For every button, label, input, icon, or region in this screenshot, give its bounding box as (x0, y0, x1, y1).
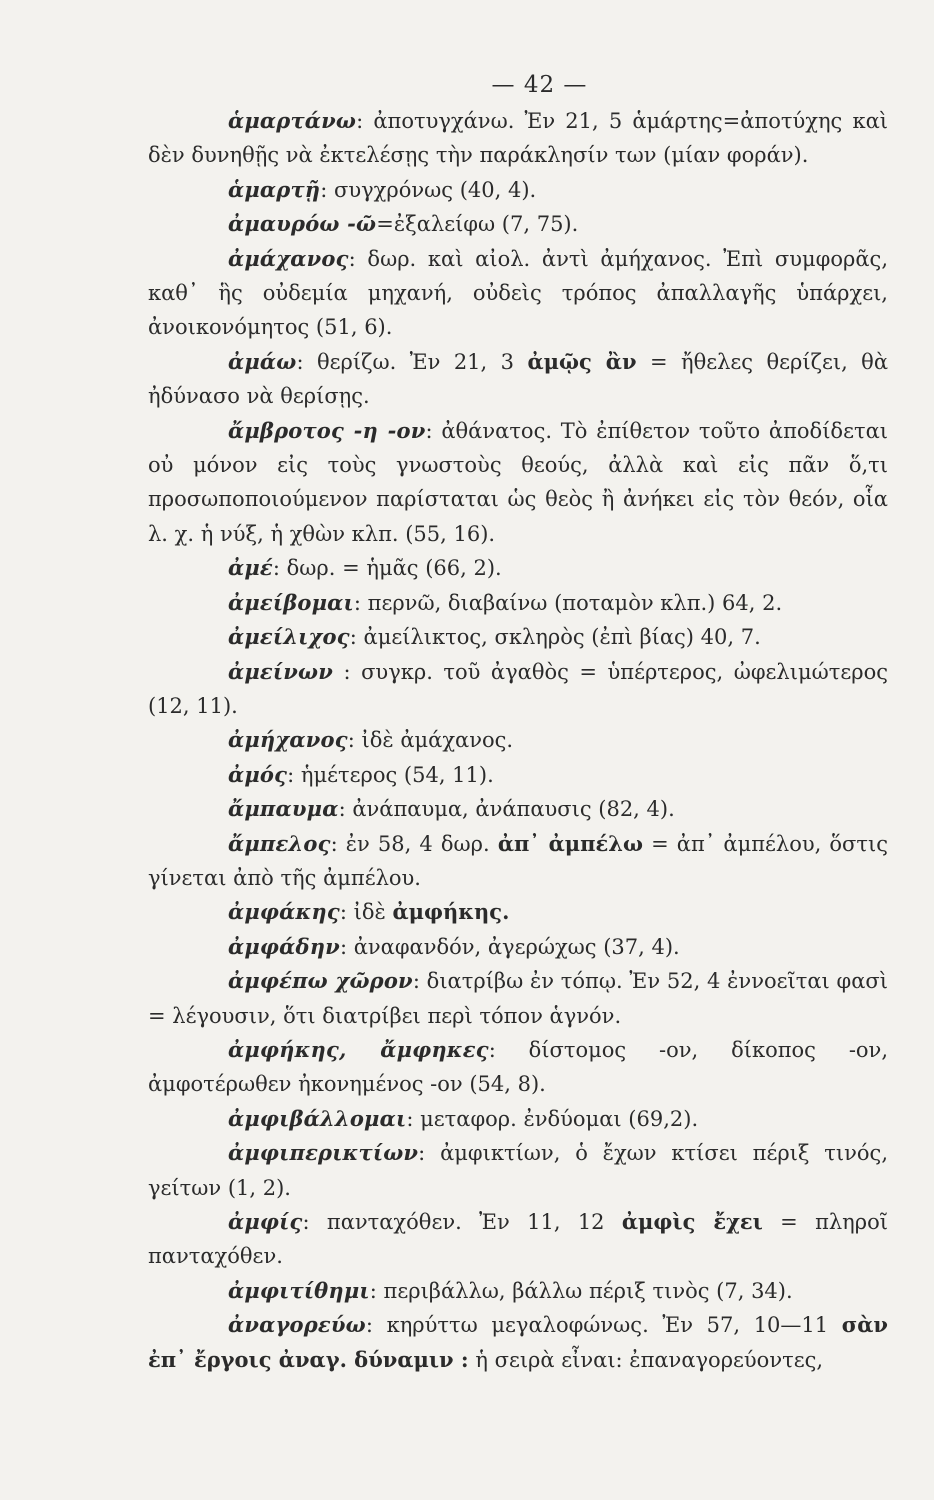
entry-definition: δωρ. καὶ αἰολ. ἀντὶ ἀμήχανος. Ἐπὶ συμφορᾶς, καθ᾽ ἣς οὐδεμία μηχανή, οὐδεὶς τρόπος ἀπαλλαγῆς ὑπάρχει, ἀνοικονόμητος (51, 6). (148, 246, 888, 340)
entry-definition: δίστομος -ον, δίκοπος -ον, ἀμφοτέρωθεν ἠκονημένος -ον (54, 8). (148, 1037, 888, 1097)
entry-headword: ἀμφήκης, ἄμφηκες (228, 1036, 489, 1062)
glossary-entry (148, 345, 888, 414)
glossary-entry (148, 620, 888, 654)
entry-separator: : (330, 831, 338, 856)
glossary-entry (148, 758, 888, 792)
entry-separator: : (348, 246, 356, 271)
entry-headword: ἀμφάδην (228, 933, 340, 959)
entry-separator: : (425, 418, 433, 443)
glossary-entry (148, 964, 888, 1033)
entry-definition-cont: = ἤθελες θερίζει, θὰ ἠδύνασο νὰ θερίσῃς. (148, 349, 888, 409)
entry-headword: ἀμφιβάλλομαι (228, 1105, 407, 1131)
entry-emphasis: σὰν ἐπ᾽ ἔργοις ἀναγ. δύναμιν : (148, 1312, 888, 1372)
glossary-entry (148, 930, 888, 964)
entry-separator: : (488, 1037, 496, 1062)
glossary-entry (148, 551, 888, 585)
entry-definition: περνῶ, διαβαίνω (ποταμὸν κλπ.) 64, 2. (360, 590, 783, 615)
entry-separator: : (339, 934, 348, 959)
entry-headword: ἀμείνων (228, 658, 333, 684)
entry-headword: ἀμφίς (228, 1209, 303, 1234)
entry-separator: : (353, 590, 361, 615)
entry-headword: ἄμβροτος -η -ον (228, 417, 426, 443)
entry-separator: : (418, 1141, 426, 1166)
entry-separator: : (365, 1313, 373, 1338)
entry-definition: ἰδὲ ἀμάχανος. (354, 728, 514, 753)
entry-separator: : (338, 797, 346, 822)
glossary-entry (148, 1033, 888, 1102)
entry-headword: ἀμφάκης (228, 899, 340, 925)
entry-headword: ἄμπελος (228, 830, 331, 856)
entry-headword: ἁμαρτῇ (228, 176, 321, 202)
entry-headword: ἀμός (228, 761, 288, 787)
entry-emphasis: ἀμφὶς ἔχει (621, 1209, 763, 1234)
glossary-entry (148, 895, 888, 929)
entry-definition: ἀμφικτίων, ὁ ἔχων κτίσει πέριξ τινός, γείτων (1, 2). (148, 1141, 888, 1200)
entry-emphasis: ἀμῷς ἂν (527, 348, 637, 374)
entry-headword: ἀμφέπω χῶρον (228, 968, 413, 994)
glossary-entry (148, 1308, 888, 1377)
entry-headword: ἀμάω (228, 348, 297, 374)
entry-headword: ἀμφιπερικτίων (228, 1140, 419, 1166)
glossary-entry (148, 655, 888, 724)
entry-definition: δωρ. = ἡμᾶς (66, 2). (279, 556, 502, 581)
entry-emphasis: ἀμφήκης. (392, 899, 510, 925)
entry-separator: : (287, 762, 295, 787)
entry-separator: : (347, 728, 355, 753)
entry-headword: ἀμάχανος (228, 245, 349, 271)
entry-definition: μεταφορ. ἐνδύομαι (69,2). (413, 1106, 699, 1131)
entry-separator: : (296, 349, 304, 374)
glossary-entry (148, 827, 888, 896)
entry-headword: ἀμήχανος (228, 727, 348, 753)
entry-definition-cont: ἡ σειρὰ εἶναι: ἐπαναγορεύοντες, (468, 1347, 824, 1372)
entry-definition: ἀθάνατος. Τὸ ἐπίθετον τοῦτο ἀποδίδεται οὐ μόνον εἰς τοὺς γνωστοὺς θεούς, ἀλλὰ καὶ εἰς πᾶν ὅ,τι προσωποποιούμενον παρίσταται ὡς θεὸς ἢ ἀνήκει εἰς τὸν θεόν, οἷα λ. χ. ἡ νύξ, ἡ χθὼν κλπ. (55, 16). (148, 418, 888, 546)
entry-headword: ἀμέ (228, 555, 273, 581)
entry-definition: συγχρόνως (40, 4). (327, 177, 537, 202)
glossary-text (148, 104, 888, 1377)
entry-definition-cont: = ἀπ᾽ ἀμπέλου, ὅστις γίνεται ἀπὸ τῆς ἀμπέλου. (148, 831, 888, 890)
page-number: — 42 — (491, 72, 588, 98)
entry-headword: ἀμφιτίθημι (228, 1277, 370, 1303)
entry-headword: ἀναγορεύω (228, 1312, 366, 1338)
entry-separator: : (302, 1210, 310, 1234)
entry-definition: ἀποτυγχάνω. Ἐν 21, 5 ἁμάρτης=ἀποτύχης καὶ δὲν δυνηθῇς νὰ ἐκτελέσῃς τὴν παράκλησίν των (μίαν φοράν). (148, 109, 888, 168)
entry-emphasis: ἀπ᾽ ἀμπέλω (497, 830, 643, 856)
glossary-entry (148, 173, 888, 207)
glossary-entry (148, 1136, 888, 1205)
entry-definition: περιβάλλω, βάλλω πέριξ τινὸς (7, 34). (376, 1278, 793, 1303)
entry-separator: : (356, 109, 364, 133)
entry-definition: συγκρ. τοῦ ἀγαθὸς = ὑπέρτερος, ὠφελιμώτερος (12, 11). (148, 659, 888, 718)
entry-definition: ἀνάπαυμα, ἀνάπαυσις (82, 4). (345, 797, 675, 822)
glossary-entry (148, 586, 888, 620)
entry-definition: =ἐξαλείφω (7, 75). (376, 212, 579, 237)
entry-definition: διατρίβω ἐν τόπῳ. Ἐν 52, 4 ἐννοεῖται φασὶ = λέγουσιν, ὅτι διατρίβει περὶ τόπον ἁγνόν. (148, 969, 888, 1028)
entry-definition: θερίζω. Ἐν 21, 3 (303, 349, 528, 374)
glossary-entry (148, 242, 888, 345)
entry-headword: ἀμαυρόω -ῶ (228, 211, 377, 237)
glossary-entry (148, 723, 888, 757)
entry-separator: : (272, 556, 280, 581)
entry-separator: : (339, 900, 347, 925)
entry-separator: : (412, 969, 420, 994)
entry-separator: : (333, 659, 351, 684)
entry-separator: : (406, 1106, 414, 1131)
glossary-entry (148, 1102, 888, 1136)
entry-definition: ἐν 58, 4 δωρ. (337, 831, 498, 856)
glossary-entry (148, 1205, 888, 1274)
entry-definition-cont: = πληροῖ πανταχόθεν. (148, 1210, 888, 1269)
glossary-entry (148, 792, 888, 826)
entry-separator: : (320, 177, 328, 202)
entry-headword: ἀμείβομαι (228, 589, 354, 615)
entry-separator: : (369, 1278, 377, 1303)
glossary-entry (148, 207, 888, 241)
glossary-entry (148, 1274, 888, 1308)
entry-definition: ἀναφανδόν, ἀγερώχως (37, 4). (347, 934, 680, 959)
entry-definition: ἰδὲ (346, 900, 393, 925)
entry-definition: ἡμέτερος (54, 11). (294, 762, 494, 787)
entry-definition: πανταχόθεν. Ἐν 11, 12 (309, 1210, 622, 1234)
entry-definition: ἀμείλικτος, σκληρὸς (ἐπὶ βίας) 40, 7. (356, 625, 761, 650)
glossary-entry (148, 414, 888, 552)
entry-definition: κηρύττω μεγαλοφώνως. Ἐν 57, 10—11 (372, 1313, 842, 1338)
entry-separator: : (349, 625, 357, 650)
entry-headword: ἀμείλιχος (228, 624, 350, 650)
glossary-entry (148, 104, 888, 173)
entry-headword: ἁμαρτάνω (228, 108, 357, 133)
entry-headword: ἄμπαυμα (228, 796, 339, 822)
